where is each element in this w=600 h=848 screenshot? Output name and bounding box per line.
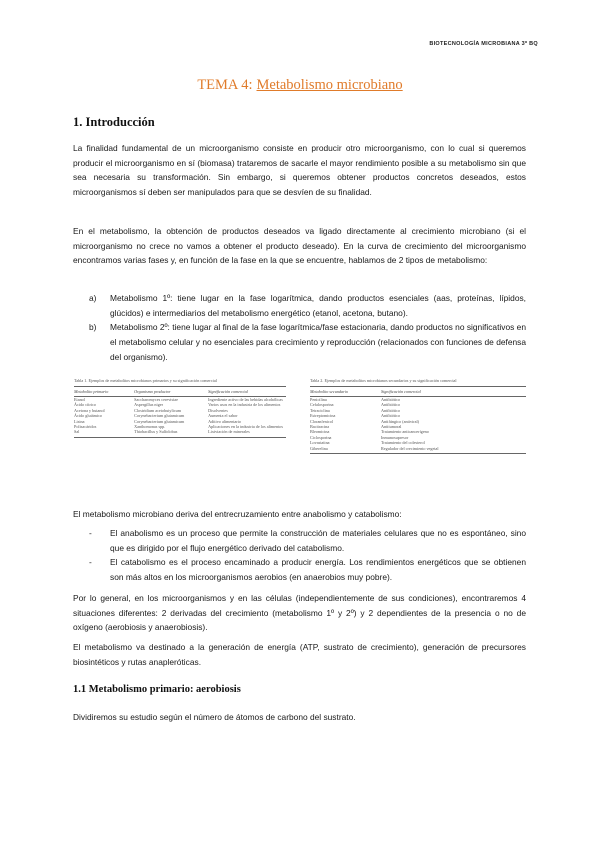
table-body xyxy=(310,397,526,451)
table-cell: Corynebacterium glutamicum xyxy=(134,413,185,419)
table-cell: Antifúngico (antiviral) xyxy=(381,418,420,424)
list-item xyxy=(89,291,526,320)
table-cell: Ciclosporina xyxy=(310,434,332,440)
table-cell: Lisina xyxy=(74,418,85,424)
table-cell: Corynebacterium glutamicum xyxy=(134,418,185,424)
table-cell: Regulador del crecimiento vegetal xyxy=(381,445,439,451)
table-cell: Giberelina xyxy=(310,445,328,451)
table-cell: Bleomicina xyxy=(310,429,330,435)
secondary-metabolites-table xyxy=(310,378,526,466)
table-cell: Saccharomyces cerevisiae xyxy=(134,397,178,402)
table-cell: Tratamiento del colesterol xyxy=(381,440,425,446)
list-item xyxy=(89,555,526,584)
title-name: Metabolismo microbiano xyxy=(256,77,403,93)
list-item-text: El anabolismo es un proceso que permite la construcción de materiales celulares que no es espontáneo, sino que es dirigido por el flujo energético derivado del catabolismo. xyxy=(110,528,526,553)
table-divider xyxy=(74,437,286,438)
list-marker: b) xyxy=(89,322,97,333)
table-cell: Disolventes xyxy=(208,407,228,413)
intro-paragraph-2: En el metabolismo, la obtención de productos deseados va ligado directamente al crecimiento microbiano (si el microorganismo no crece no vamos a obtener el producto deseado). En la curva de crecimiento del microorganismo encontramos varias fases y, en función de la fase en la que se encuentre, hablamos de 2 tipos de metabolismo: xyxy=(73,226,526,266)
table-divider xyxy=(310,453,526,454)
table-header-cell: Significación comercial xyxy=(208,389,248,394)
list-marker: - xyxy=(89,557,92,568)
table-cell: Lovastatina xyxy=(310,440,330,446)
section-heading-introduccion: 1. Introducción xyxy=(73,115,155,129)
table-cell: Bacitracina xyxy=(310,424,330,430)
table-cell: Sal xyxy=(74,429,80,435)
table-body xyxy=(74,397,286,435)
metabolite-tables-figure xyxy=(74,378,526,466)
table-cell: Aplicaciones en la industria de los alimentos xyxy=(208,424,283,430)
table-cell: Clostridium acetobutylicum xyxy=(134,407,182,413)
list-item-text: Metabolismo 2º: tiene lugar al final de la fase logarítmica/fase estacionaria, dando productos no significativos en el metabolismo celular y no esenciales para crecimiento y reproducción (relacionados con funciones de defensa del organismo). xyxy=(110,322,526,362)
table-cell: Aspergillus niger xyxy=(134,402,164,408)
table-cell: Ácido glutámico xyxy=(74,413,103,419)
table-cell: Antibiótico xyxy=(381,413,401,419)
table-caption: Tabla 2. Ejemplos de metabolitos microbianos secundarios y su significación comercial xyxy=(310,378,457,383)
intro-paragraph-3: El metabolismo microbiano deriva del entrecruzamiento entre anabolismo y catabolismo: xyxy=(73,509,402,519)
page-title xyxy=(0,77,600,94)
table-cell: Antibiótico xyxy=(381,397,401,402)
table-cell: Antibiótico xyxy=(381,407,401,413)
table-cell: Tetraciclina xyxy=(310,407,330,413)
table-cell: Acetona y butanol xyxy=(74,407,105,413)
intro-paragraph-4: Por lo general, en los microorganismos y en las células (independientemente de sus condiciones), encontraremos 4 situaciones diferentes: 2 derivadas del crecimiento (metabolismo 1º y 2º) y 2 dependientes de la presencia o no de oxígeno (aerobiosis y anaerobiosis). xyxy=(73,593,526,633)
primary-metabolites-table xyxy=(74,378,286,466)
table-cell: Ácido cítrico xyxy=(74,402,96,408)
list-marker: - xyxy=(89,528,92,538)
table-cell: Etanol xyxy=(74,397,85,402)
table-cell: Inmunosupresor xyxy=(381,434,409,440)
list-item-text: Metabolismo 1º: tiene lugar en la fase logarítmica, dando productos esenciales (aas, proteínas, lípidos, glúcidos) e intermediarios del metabolismo energético (etanol, acetona, butano). xyxy=(110,293,526,318)
intro-paragraph-5: El metabolismo va destinado a la generación de energía (ATP, sustrato de crecimiento), generación de precursores biosintéticos y rutas anapleróticas. xyxy=(73,642,526,667)
table-cell: Antitumoral xyxy=(381,424,402,430)
table-row xyxy=(310,446,526,451)
table-cell: Varios usos en la industria de los alimentos xyxy=(208,402,281,408)
table-cell: Xanthomonas spp. xyxy=(134,424,166,430)
subsection-heading-metabolismo-primario: 1.1 Metabolismo primario: aerobiosis xyxy=(73,684,241,695)
list-item-text: El catabolismo es el proceso encaminado a producir energía. Los rendimientos energéticos que se obtienen son más altos en los microorganismos aerobios (en anaerobios muy pobre). xyxy=(110,557,526,583)
table-cell: Aditivo alimentario xyxy=(208,418,242,424)
list-item xyxy=(89,320,526,364)
table-cell: Thiobacillus y Sulfolobus xyxy=(134,429,178,435)
table-cell: Tratamiento anticancerígeno xyxy=(381,429,429,435)
table-cell: Lixiviación de minerales xyxy=(208,429,250,435)
table-cell: Polisacáridos xyxy=(74,424,97,430)
title-prefix: TEMA 4: xyxy=(197,77,253,93)
list-marker: a) xyxy=(89,293,97,303)
table-cell: Antibiótico xyxy=(381,402,401,408)
table-header-cell: Significación comercial xyxy=(381,389,421,394)
table-cell: Penicilina xyxy=(310,397,327,402)
course-header: BIOTECNOLOGÍA MICROBIANA 3º BQ xyxy=(429,41,538,47)
table-cell: Cefalosporina xyxy=(310,402,334,408)
table-cell: Ingrediente activo de las bebidas alcohólicas xyxy=(208,397,283,402)
table-header-cell: Metabolito primario xyxy=(74,389,109,394)
table-header-cell: Organismo productor xyxy=(134,389,171,394)
table-header-row xyxy=(74,386,286,397)
table-header-cell: Metabolito secundario xyxy=(310,389,349,394)
table-header-row xyxy=(310,386,526,397)
table-cell: Cloranfenicol xyxy=(310,418,334,424)
table-cell: Estreptomicina xyxy=(310,413,336,419)
table-cell: Aumenta el sabor xyxy=(208,413,238,419)
list-item xyxy=(89,526,526,555)
metabolism-types-list xyxy=(89,291,526,365)
intro-paragraph-1: La finalidad fundamental de un microorganismo consiste en producir otro microorganismo, con lo cual si queremos producir el microorganismo en sí (biomasa) trataremos de sacarle el mayor rendimiento posible a su metabolismo sin que sea necesaria su transformación. Sin embargo, si queremos obtener productos concretos deseados, estos microorganismos sí deben ser manipulados para que se desvíen de su finalidad. xyxy=(73,143,526,198)
anabolism-catabolism-list xyxy=(89,526,526,585)
subsection-paragraph-1: Dividiremos su estudio según el número de átomos de carbono del sustrato. xyxy=(73,712,356,722)
table-row xyxy=(74,429,286,434)
table-caption: Tabla 1. Ejemplos de metabolitos microbianos primarios y su significación comercial xyxy=(74,378,217,383)
